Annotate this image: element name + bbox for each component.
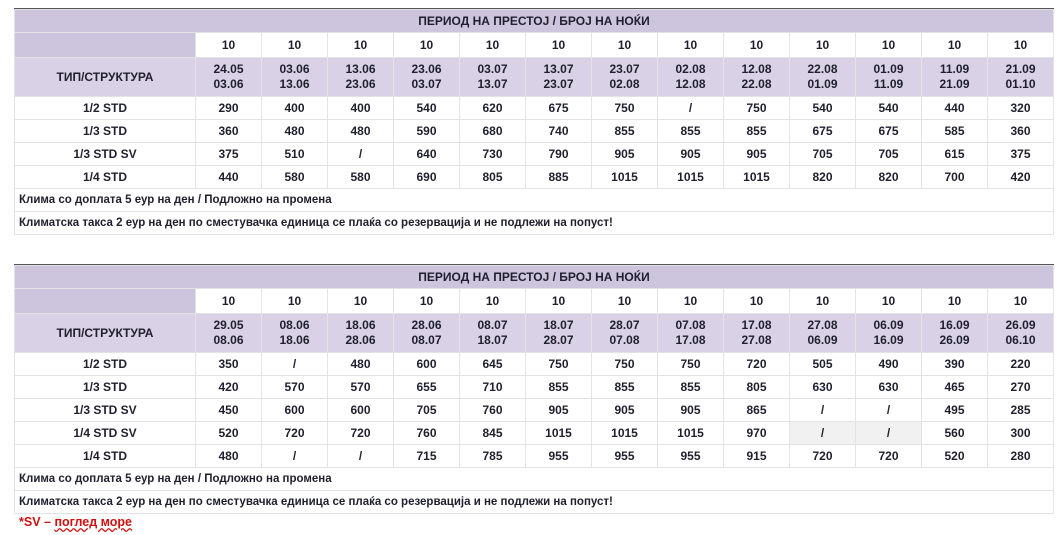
price-cell: 1015 bbox=[592, 166, 658, 189]
nights-cell: 10 bbox=[988, 33, 1054, 58]
price-cell: 540 bbox=[856, 97, 922, 120]
price-cell: 1015 bbox=[526, 422, 592, 445]
price-cell: 855 bbox=[658, 120, 724, 143]
price-cell: 490 bbox=[856, 353, 922, 376]
nights-cell: 10 bbox=[196, 289, 262, 314]
price-cell: 855 bbox=[592, 120, 658, 143]
period-cell bbox=[856, 314, 922, 353]
price-cell: 1015 bbox=[724, 166, 790, 189]
period-cell bbox=[988, 314, 1054, 353]
price-cell: 480 bbox=[328, 353, 394, 376]
period-to: 13.07 bbox=[477, 77, 508, 91]
period-cell bbox=[460, 314, 526, 353]
period-to: 23.06 bbox=[345, 77, 376, 91]
price-cell: 970 bbox=[724, 422, 790, 445]
period-from: 28.06 bbox=[411, 318, 442, 332]
period-cell bbox=[394, 314, 460, 353]
price-cell: 360 bbox=[988, 120, 1054, 143]
period-from: 03.06 bbox=[279, 62, 310, 76]
price-cell: 805 bbox=[460, 166, 526, 189]
period-cell bbox=[592, 314, 658, 353]
nights-cell: 10 bbox=[592, 289, 658, 314]
period-from: 24.05 bbox=[213, 62, 244, 76]
period-from: 21.09 bbox=[1005, 62, 1036, 76]
price-cell: 715 bbox=[394, 445, 460, 468]
price-cell: 420 bbox=[196, 376, 262, 399]
nights-cell: 10 bbox=[922, 289, 988, 314]
price-cell: 720 bbox=[856, 445, 922, 468]
price-cell: 520 bbox=[196, 422, 262, 445]
price-cell: 450 bbox=[196, 399, 262, 422]
period-to: 18.07 bbox=[477, 333, 508, 347]
period-cell bbox=[328, 58, 394, 97]
price-cell: 600 bbox=[262, 399, 328, 422]
type-structure-header: ТИП/СТРУКТУРА bbox=[15, 58, 196, 97]
price-cell: 495 bbox=[922, 399, 988, 422]
price-cell: 540 bbox=[394, 97, 460, 120]
price-cell: 620 bbox=[460, 97, 526, 120]
period-from: 18.07 bbox=[543, 318, 574, 332]
price-cell: / bbox=[856, 399, 922, 422]
price-cell: 750 bbox=[592, 353, 658, 376]
price-cell: 700 bbox=[922, 166, 988, 189]
period-from: 07.08 bbox=[675, 318, 706, 332]
price-cell: / bbox=[328, 445, 394, 468]
price-cell: 320 bbox=[988, 97, 1054, 120]
note-row bbox=[15, 468, 1054, 491]
nights-row bbox=[15, 289, 1054, 314]
period-to: 08.06 bbox=[213, 333, 244, 347]
price-cell: 750 bbox=[724, 97, 790, 120]
note-text: Климатска такса 2 еур на ден по сместувачка единица се плаќа со резервација и не подлежи на попуст! bbox=[15, 491, 1054, 514]
room-type-cell: 1/4 STD bbox=[15, 445, 196, 468]
period-cell bbox=[790, 58, 856, 97]
nights-label-cell bbox=[15, 33, 196, 58]
price-cell: 905 bbox=[592, 143, 658, 166]
nights-cell: 10 bbox=[196, 33, 262, 58]
table-row bbox=[15, 143, 1054, 166]
period-to: 12.08 bbox=[675, 77, 706, 91]
period-cell bbox=[922, 314, 988, 353]
price-cell: 480 bbox=[262, 120, 328, 143]
period-to: 13.06 bbox=[279, 77, 310, 91]
period-from: 29.05 bbox=[213, 318, 244, 332]
nights-cell: 10 bbox=[328, 33, 394, 58]
period-from: 12.08 bbox=[741, 62, 772, 76]
price-cell: / bbox=[856, 422, 922, 445]
nights-cell: 10 bbox=[394, 289, 460, 314]
period-from: 13.06 bbox=[345, 62, 376, 76]
period-cell bbox=[592, 58, 658, 97]
price-table-1-container bbox=[14, 8, 1054, 235]
price-cell: 590 bbox=[394, 120, 460, 143]
price-cell: 885 bbox=[526, 166, 592, 189]
price-cell: 750 bbox=[658, 353, 724, 376]
price-cell: 285 bbox=[988, 399, 1054, 422]
note-text: Клима со доплата 5 еур на ден / Подложно на промена bbox=[15, 189, 1054, 212]
sv-footnote-prefix: *SV – bbox=[19, 515, 55, 529]
price-cell: 350 bbox=[196, 353, 262, 376]
room-type-cell: 1/2 STD bbox=[15, 97, 196, 120]
period-cell bbox=[394, 58, 460, 97]
room-type-cell: 1/2 STD bbox=[15, 353, 196, 376]
room-type-cell: 1/4 STD SV bbox=[15, 422, 196, 445]
period-cell bbox=[856, 58, 922, 97]
title-row bbox=[15, 10, 1054, 33]
nights-cell: 10 bbox=[262, 289, 328, 314]
period-row bbox=[15, 314, 1054, 353]
price-table-1 bbox=[14, 9, 1054, 235]
period-to: 17.08 bbox=[675, 333, 706, 347]
nights-cell: 10 bbox=[262, 33, 328, 58]
nights-cell: 10 bbox=[460, 289, 526, 314]
price-cell: 750 bbox=[592, 97, 658, 120]
price-cell: 270 bbox=[988, 376, 1054, 399]
note-row bbox=[15, 212, 1054, 235]
period-cell bbox=[790, 314, 856, 353]
price-cell: 505 bbox=[790, 353, 856, 376]
price-cell: 465 bbox=[922, 376, 988, 399]
price-cell: 580 bbox=[262, 166, 328, 189]
price-cell: 585 bbox=[922, 120, 988, 143]
period-cell bbox=[724, 58, 790, 97]
price-cell: / bbox=[262, 445, 328, 468]
period-to: 03.06 bbox=[213, 77, 244, 91]
note-text: Климатска такса 2 еур на ден по сместувачка единица се плаќа со резервација и не подлежи на попуст! bbox=[15, 212, 1054, 235]
price-cell: 570 bbox=[328, 376, 394, 399]
price-cell: 220 bbox=[988, 353, 1054, 376]
price-cell: 400 bbox=[262, 97, 328, 120]
price-cell: 760 bbox=[460, 399, 526, 422]
period-from: 17.08 bbox=[741, 318, 772, 332]
price-cell: / bbox=[328, 143, 394, 166]
price-cell: 580 bbox=[328, 166, 394, 189]
period-from: 01.09 bbox=[873, 62, 904, 76]
period-from: 02.08 bbox=[675, 62, 706, 76]
price-cell: 855 bbox=[526, 376, 592, 399]
room-type-cell: 1/3 STD SV bbox=[15, 399, 196, 422]
price-cell: 915 bbox=[724, 445, 790, 468]
price-cell: 300 bbox=[988, 422, 1054, 445]
period-to: 06.10 bbox=[1005, 333, 1036, 347]
nights-cell: 10 bbox=[790, 289, 856, 314]
price-cell: 560 bbox=[922, 422, 988, 445]
price-cell: / bbox=[790, 399, 856, 422]
period-to: 21.09 bbox=[939, 77, 970, 91]
period-to: 27.08 bbox=[741, 333, 772, 347]
price-cell: 540 bbox=[790, 97, 856, 120]
period-cell bbox=[658, 58, 724, 97]
price-cell: 680 bbox=[460, 120, 526, 143]
nights-cell: 10 bbox=[526, 33, 592, 58]
price-cell: 855 bbox=[592, 376, 658, 399]
period-to: 23.07 bbox=[543, 77, 574, 91]
table-row bbox=[15, 353, 1054, 376]
period-from: 18.06 bbox=[345, 318, 376, 332]
period-from: 13.07 bbox=[543, 62, 574, 76]
price-cell: 640 bbox=[394, 143, 460, 166]
price-cell: 805 bbox=[724, 376, 790, 399]
period-cell bbox=[724, 314, 790, 353]
price-cell: 905 bbox=[658, 399, 724, 422]
period-to: 28.07 bbox=[543, 333, 574, 347]
period-cell bbox=[196, 58, 262, 97]
nights-row bbox=[15, 33, 1054, 58]
price-cell: 845 bbox=[460, 422, 526, 445]
period-to: 03.07 bbox=[411, 77, 442, 91]
room-type-cell: 1/4 STD bbox=[15, 166, 196, 189]
nights-cell: 10 bbox=[658, 289, 724, 314]
price-cell: 375 bbox=[196, 143, 262, 166]
price-cell: 570 bbox=[262, 376, 328, 399]
note-text: Клима со доплата 5 еур на ден / Подложно на промена bbox=[15, 468, 1054, 491]
price-cell: 855 bbox=[724, 120, 790, 143]
price-cell: 730 bbox=[460, 143, 526, 166]
price-cell: / bbox=[262, 353, 328, 376]
nights-cell: 10 bbox=[988, 289, 1054, 314]
nights-cell: 10 bbox=[790, 33, 856, 58]
period-row bbox=[15, 58, 1054, 97]
period-from: 11.09 bbox=[939, 62, 970, 76]
period-to: 18.06 bbox=[279, 333, 310, 347]
price-cell: 820 bbox=[856, 166, 922, 189]
price-cell: 865 bbox=[724, 399, 790, 422]
price-cell: 615 bbox=[922, 143, 988, 166]
type-structure-header: ТИП/СТРУКТУРА bbox=[15, 314, 196, 353]
period-from: 22.08 bbox=[807, 62, 838, 76]
period-cell bbox=[262, 58, 328, 97]
price-cell: 600 bbox=[394, 353, 460, 376]
nights-cell: 10 bbox=[724, 289, 790, 314]
price-cell: 855 bbox=[658, 376, 724, 399]
period-to: 28.06 bbox=[345, 333, 376, 347]
price-cell: 480 bbox=[328, 120, 394, 143]
period-from: 03.07 bbox=[477, 62, 508, 76]
price-cell: 675 bbox=[856, 120, 922, 143]
price-cell: / bbox=[658, 97, 724, 120]
price-cell: 645 bbox=[460, 353, 526, 376]
price-cell: 785 bbox=[460, 445, 526, 468]
table-row bbox=[15, 445, 1054, 468]
price-table-2 bbox=[14, 265, 1054, 514]
nights-cell: 10 bbox=[856, 33, 922, 58]
price-cell: 690 bbox=[394, 166, 460, 189]
price-cell: 905 bbox=[592, 399, 658, 422]
title-row bbox=[15, 266, 1054, 289]
period-cell bbox=[658, 314, 724, 353]
period-cell bbox=[328, 314, 394, 353]
nights-cell: 10 bbox=[394, 33, 460, 58]
price-cell: 710 bbox=[460, 376, 526, 399]
price-cell: 720 bbox=[790, 445, 856, 468]
period-to: 22.08 bbox=[741, 77, 772, 91]
table-title: ПЕРИОД НА ПРЕСТОЈ / БРОЈ НА НОЌИ bbox=[15, 266, 1054, 289]
price-cell: 720 bbox=[328, 422, 394, 445]
period-from: 16.09 bbox=[939, 318, 970, 332]
price-cell: 600 bbox=[328, 399, 394, 422]
period-to: 11.09 bbox=[873, 77, 904, 91]
table-title: ПЕРИОД НА ПРЕСТОЈ / БРОЈ НА НОЌИ bbox=[15, 10, 1054, 33]
nights-cell: 10 bbox=[460, 33, 526, 58]
price-cell: 955 bbox=[658, 445, 724, 468]
price-cell: 520 bbox=[922, 445, 988, 468]
room-type-cell: 1/3 STD bbox=[15, 376, 196, 399]
nights-cell: 10 bbox=[856, 289, 922, 314]
price-cell: 905 bbox=[658, 143, 724, 166]
price-cell: 480 bbox=[196, 445, 262, 468]
period-to: 02.08 bbox=[609, 77, 640, 91]
period-to: 07.08 bbox=[609, 333, 640, 347]
period-from: 28.07 bbox=[609, 318, 640, 332]
period-from: 23.06 bbox=[411, 62, 442, 76]
price-cell: 760 bbox=[394, 422, 460, 445]
period-from: 27.08 bbox=[807, 318, 838, 332]
price-cell: 740 bbox=[526, 120, 592, 143]
period-to: 26.09 bbox=[939, 333, 970, 347]
price-cell: 675 bbox=[526, 97, 592, 120]
price-cell: 1015 bbox=[658, 422, 724, 445]
price-cell: 955 bbox=[526, 445, 592, 468]
price-cell: 280 bbox=[988, 445, 1054, 468]
table-row bbox=[15, 120, 1054, 143]
nights-label-cell bbox=[15, 289, 196, 314]
note-row bbox=[15, 189, 1054, 212]
period-from: 26.09 bbox=[1005, 318, 1036, 332]
period-from: 08.06 bbox=[279, 318, 310, 332]
price-cell: 955 bbox=[592, 445, 658, 468]
table-row bbox=[15, 166, 1054, 189]
price-cell: 720 bbox=[724, 353, 790, 376]
price-cell: 705 bbox=[856, 143, 922, 166]
table-row bbox=[15, 97, 1054, 120]
price-cell: 630 bbox=[856, 376, 922, 399]
price-cell: 440 bbox=[196, 166, 262, 189]
price-cell: 390 bbox=[922, 353, 988, 376]
price-cell: 510 bbox=[262, 143, 328, 166]
price-cell: 705 bbox=[790, 143, 856, 166]
period-cell bbox=[922, 58, 988, 97]
price-cell: 360 bbox=[196, 120, 262, 143]
price-cell: 1015 bbox=[658, 166, 724, 189]
price-cell: 720 bbox=[262, 422, 328, 445]
nights-cell: 10 bbox=[922, 33, 988, 58]
period-cell bbox=[526, 314, 592, 353]
price-cell: 440 bbox=[922, 97, 988, 120]
price-cell: 905 bbox=[724, 143, 790, 166]
price-cell: 290 bbox=[196, 97, 262, 120]
note-row bbox=[15, 491, 1054, 514]
price-cell: 705 bbox=[394, 399, 460, 422]
price-cell: 420 bbox=[988, 166, 1054, 189]
table-row bbox=[15, 376, 1054, 399]
price-cell: 655 bbox=[394, 376, 460, 399]
nights-cell: 10 bbox=[658, 33, 724, 58]
nights-cell: 10 bbox=[526, 289, 592, 314]
period-to: 01.10 bbox=[1005, 77, 1036, 91]
price-table-2-container bbox=[14, 264, 1054, 514]
period-to: 06.09 bbox=[807, 333, 838, 347]
period-to: 01.09 bbox=[807, 77, 838, 91]
price-cell: 750 bbox=[526, 353, 592, 376]
period-cell bbox=[460, 58, 526, 97]
period-cell bbox=[526, 58, 592, 97]
price-cell: 1015 bbox=[592, 422, 658, 445]
price-cell: 905 bbox=[526, 399, 592, 422]
room-type-cell: 1/3 STD bbox=[15, 120, 196, 143]
price-cell: / bbox=[790, 422, 856, 445]
period-from: 08.07 bbox=[477, 318, 508, 332]
price-cell: 675 bbox=[790, 120, 856, 143]
price-cell: 820 bbox=[790, 166, 856, 189]
table-row bbox=[15, 422, 1054, 445]
period-to: 08.07 bbox=[411, 333, 442, 347]
nights-cell: 10 bbox=[328, 289, 394, 314]
price-cell: 790 bbox=[526, 143, 592, 166]
period-from: 06.09 bbox=[873, 318, 904, 332]
period-cell bbox=[988, 58, 1054, 97]
nights-cell: 10 bbox=[592, 33, 658, 58]
sv-footnote bbox=[19, 515, 132, 529]
price-cell: 630 bbox=[790, 376, 856, 399]
period-cell bbox=[196, 314, 262, 353]
room-type-cell: 1/3 STD SV bbox=[15, 143, 196, 166]
price-cell: 375 bbox=[988, 143, 1054, 166]
table-row bbox=[15, 399, 1054, 422]
period-from: 23.07 bbox=[609, 62, 640, 76]
sv-footnote-meaning: поглед море bbox=[54, 515, 132, 529]
period-cell bbox=[262, 314, 328, 353]
nights-cell: 10 bbox=[724, 33, 790, 58]
period-to: 16.09 bbox=[873, 333, 904, 347]
price-cell: 400 bbox=[328, 97, 394, 120]
